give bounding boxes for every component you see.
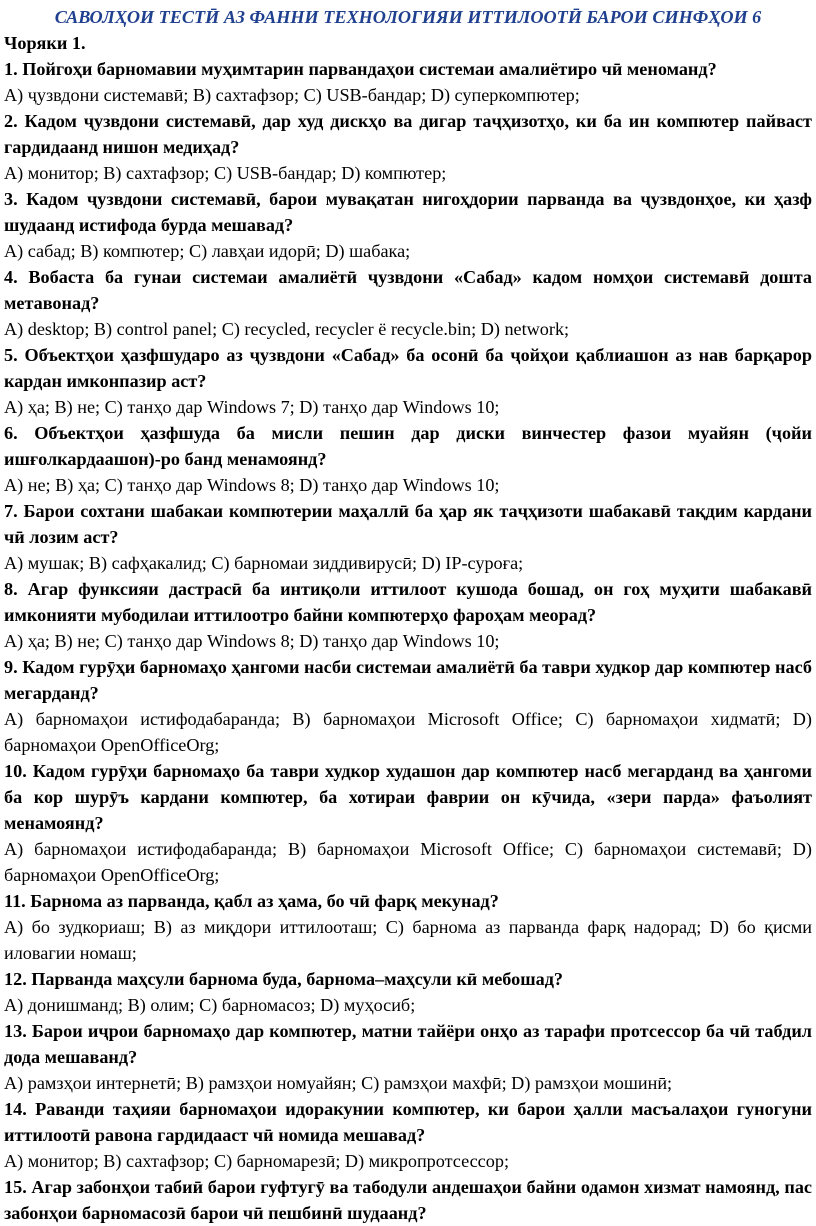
- answers-4: А) desktop; B) control panel; C) recycled, recycler ё recycle.bin; D) network;: [4, 319, 570, 339]
- answers-11: А) бо зудкориаш; B) аз миқдори иттилооташ; C) барнома аз парванда фарқ надорад; D) бо қисми иловагии номаш;: [4, 917, 812, 963]
- question-5: 5. Объектҳои ҳазфшударо аз ҷузвдони «Сабад» ба осонӣ ба ҷойҳои қаблиашон аз нав барқарор кардан имконпазир аст?: [4, 345, 812, 391]
- question-14: 14. Раванди таҳияи барномаҳои идоракунии компютер, ки барои ҳалли масъалаҳои гуногуни иттилоотӣ равона гардидааст чӣ номида мешавад?: [4, 1099, 812, 1145]
- question-8: 8. Агар функсияи дастрасӣ ба интиқоли иттилоот кушода бошад, он гоҳ муҳити шабакавӣ имконияти мубодилаи иттилоотро байни компютерҳо фароҳам меорад?: [4, 579, 812, 625]
- question-2: 2. Кадом ҷузвдони системавӣ, дар худ дискҳо ва дигар таҷҳизотҳо, ки ба ин компютер пайваст гардидаанд нишон медиҳад?: [4, 111, 812, 157]
- answers-2: А) монитор; B) сахтафзор; C) USB-бандар; D) компютер;: [4, 163, 447, 183]
- answers-13: А) рамзҳои интернетӣ; B) рамзҳои номуайян; C) рамзҳои махфӣ; D) рамзҳои мошинӣ;: [4, 1073, 673, 1093]
- answers-3: А) сабад; B) компютер; C) лавҳаи идорӣ; D) шабака;: [4, 241, 411, 261]
- answers-9: А) барномаҳои истифодабаранда; B) барномаҳои Microsoft Office; C) барномаҳои хидматӣ; D) барномаҳои OpenOfficeOrg;: [4, 709, 812, 755]
- answers-1: А) ҷузвдони системавӣ; B) сахтафзор; C) USB-бандар; D) суперкомпютер;: [4, 85, 580, 105]
- document-title: САВОЛҲОИ ТЕСТӢ АЗ ФАННИ ТЕХНОЛОГИЯИ ИТТИЛООТӢ БАРОИ СИНФҲОИ 6: [54, 7, 762, 27]
- question-15: 15. Агар забонҳои табиӣ барои гуфтугӯ ва табодули андешаҳои байни одамон хизмат намоянд, пас забонҳои барномасозӣ барои чӣ пешбинӣ шудаанд?: [4, 1177, 812, 1223]
- answers-8: А) ҳа; B) не; C) танҳо дар Windows 8; D) танҳо дар Windows 10;: [4, 631, 500, 651]
- answers-6: А) не; B) ҳа; C) танҳо дар Windows 8; D) танҳо дар Windows 10;: [4, 475, 500, 495]
- question-1: 1. Пойгоҳи барномавии муҳимтарин парвандаҳои системаи амалиётиро чӣ меноманд?: [4, 59, 717, 79]
- question-11: 11. Барнома аз парванда, қабл аз ҳама, бо чӣ фарқ мекунад?: [4, 891, 499, 911]
- question-10: 10. Кадом гурӯҳи барномаҳо ба таври худкор худашон дар компютер насб мегарданд ва ҳангоми ба кор шурӯъ кардани компютер, ба хотираи фаврии он кӯчида, «зери парда» фаъолият менамоянд?: [4, 761, 812, 833]
- question-3: 3. Кадом ҷузвдони системавӣ, барои мувақатан нигоҳдории парванда ва ҷузвдонҳое, ки ҳазф шудаанд истифода бурда мешавад?: [4, 189, 812, 235]
- answers-14: А) монитор; B) сахтафзор; C) барномарезӣ; D) микропротсессор;: [4, 1151, 509, 1171]
- answers-10: А) барномаҳои истифодабаранда; B) барномаҳои Microsoft Office; C) барномаҳои системавӣ; D) барномаҳои OpenOfficeOrg;: [4, 839, 812, 885]
- quarter-heading: Чоряки 1.: [4, 33, 86, 53]
- answers-7: А) мушак; B) сафҳакалид; C) барномаи зиддивирусӣ; D) IP-суроға;: [4, 553, 524, 573]
- question-12: 12. Парванда маҳсули барнома буда, барнома–маҳсули кӣ мебошад?: [4, 969, 563, 989]
- question-13: 13. Барои иҷрои барномаҳо дар компютер, матни тайёри онҳо аз тарафи протсессор ба чӣ табдил дода мешаванд?: [4, 1021, 812, 1067]
- question-9: 9. Кадом гурӯҳи барномаҳо ҳангоми насби системаи амалиётӣ ба таври худкор дар компютер насб мегарданд?: [4, 657, 812, 703]
- question-7: 7. Барои сохтани шабакаи компютерии маҳаллӣ ба ҳар як таҷҳизоти шабакавӣ тақдим кардани чӣ лозим аст?: [4, 501, 812, 547]
- answers-12: А) донишманд; B) олим; C) барномасоз; D) муҳосиб;: [4, 995, 416, 1015]
- answers-5: А) ҳа; B) не; C) танҳо дар Windows 7; D) танҳо дар Windows 10;: [4, 397, 500, 417]
- question-4: 4. Вобаста ба гунаи системаи амалиётӣ ҷузвдони «Сабад» кадом номҳои системавӣ дошта метавонад?: [4, 267, 812, 313]
- question-6: 6. Объектҳои ҳазфшуда ба мисли пешин дар диски винчестер фазои муайян (ҷойи ишғолкардаашон)-ро банд менамоянд?: [4, 423, 812, 469]
